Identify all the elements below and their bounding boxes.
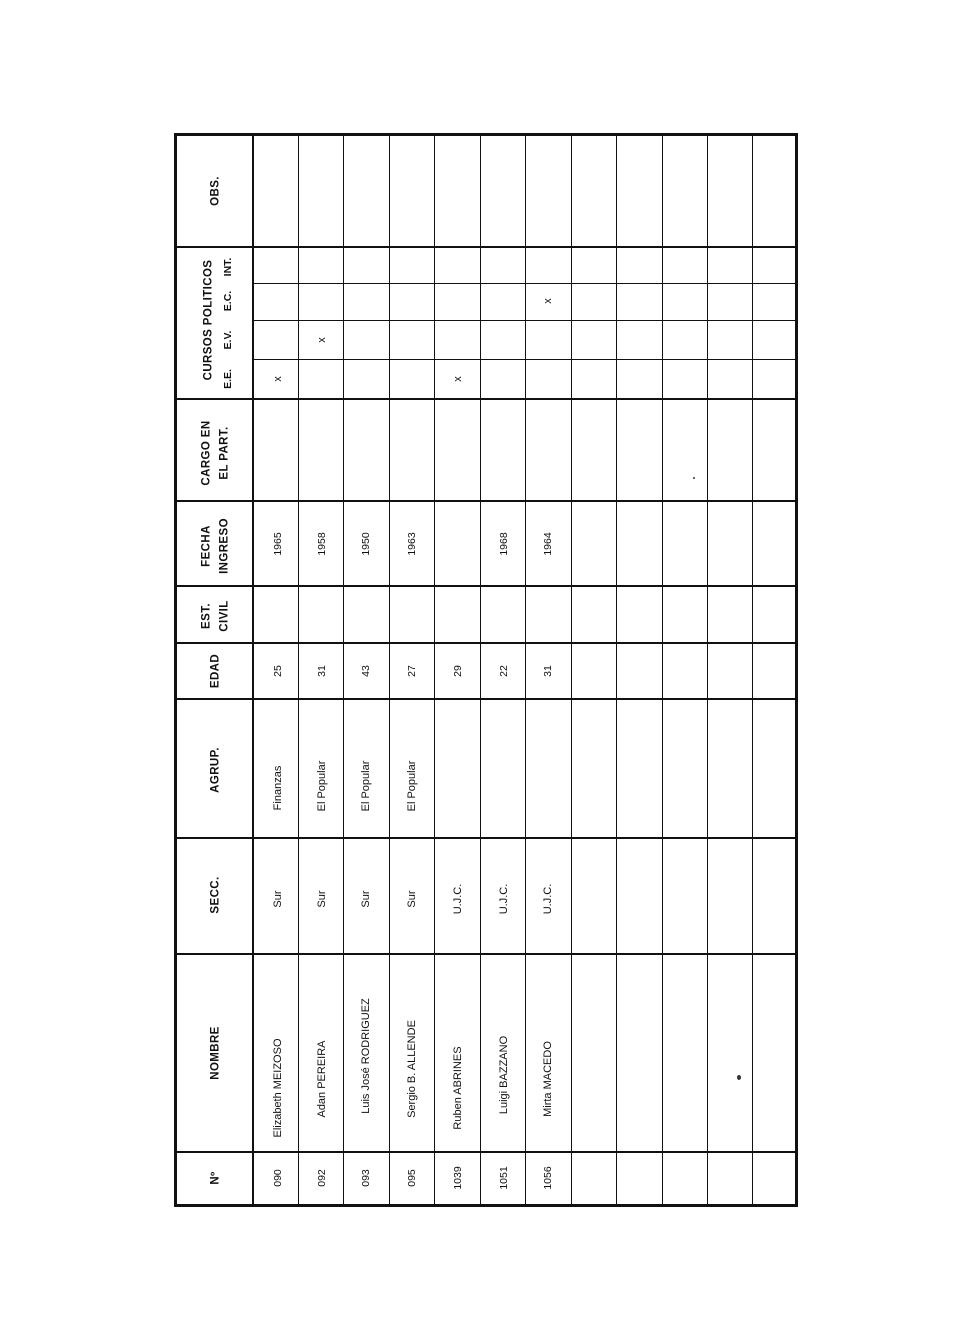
row-divider [707,133,708,1207]
divider-nombre [174,1151,798,1153]
row-divider [343,133,344,1207]
row-divider [571,133,572,1207]
scan-speck [693,477,695,479]
table-border-left [174,133,177,1207]
divider-agrup [174,837,798,839]
divider-obs [174,246,798,248]
header-row-divider [252,133,254,1207]
row-divider [389,133,390,1207]
row-divider [752,133,753,1207]
row-divider [480,133,481,1207]
row-divider [662,133,663,1207]
member-registry-table: OBS. CURSOS POLITICOS E.E. E.V. E.C. INT. CARGO EN EL PART. FECHA INGRESO EST. CIVIL EDAD AGRUP. SECC. NOMBRE Nº 090 Elizabeth MEIZOSO Sur Finanzas 25 1965 x 092 Adan PEREIRA Sur El Popular 31 1958 x 093 Luis José RODRIGUEZ Sur El Popular 43 1950 095 Sergio B. ALLENDE Sur El Popular 27 1963 1039 Ruben ABRINES U.J.C. 29 x 1051 Luigi BAZZANO U.J.C. 22 1968 1056 Mirta MACEDO U.J.C. 31 1964 x [174,133,798,1207]
divider-cursos [174,398,798,400]
divider-secc [174,953,798,955]
divider-edad [174,698,798,700]
row-divider [525,133,526,1207]
scan-speck [737,1075,741,1080]
row-divider [434,133,435,1207]
divider-est-civil [174,642,798,644]
row-divider [298,133,299,1207]
table-border-top [174,133,798,136]
table-border-bottom [174,1204,798,1207]
table-border-right [795,133,798,1207]
row-divider [616,133,617,1207]
divider-cargo [174,500,798,502]
divider-fecha [174,585,798,587]
